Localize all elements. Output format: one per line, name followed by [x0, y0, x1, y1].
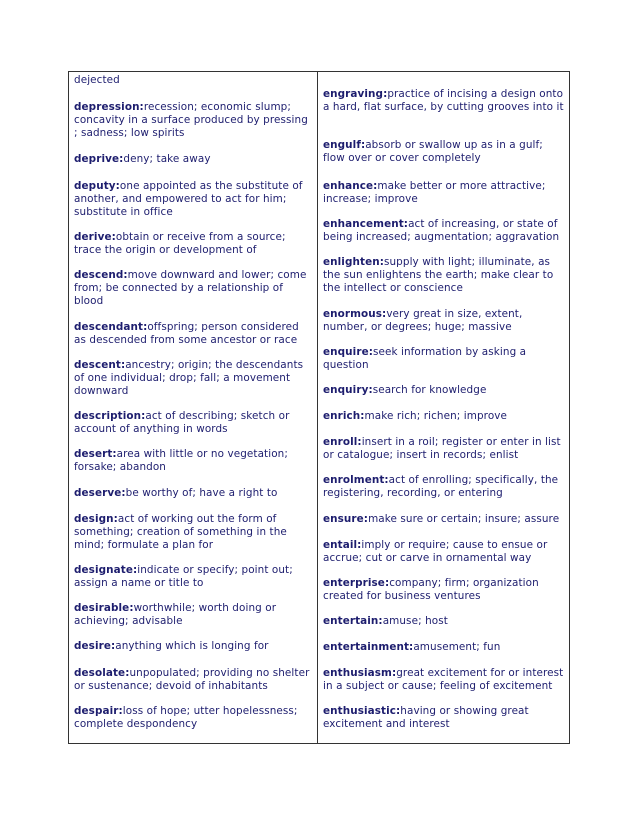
vocab-entry: descend:move downward and lower; come from; be connected by a relationship of blood	[74, 269, 307, 307]
vocab-entry: ensure:make sure or certain; insure; assure	[323, 513, 560, 525]
vocab-entry: descendant:offspring; person considered as descended from some ancestor or race	[74, 321, 299, 346]
vocab-entry: designate:indicate or specify; point out; assign a name or title to	[74, 564, 293, 589]
vocab-entry: desire:anything which is longing for	[74, 640, 269, 652]
vocab-entry: enrolment:act of enrolling; specifically, the registering, recording, or entering	[323, 474, 559, 499]
vocab-entry: enhancement:act of increasing, or state of being increased; augmentation; aggravation	[323, 218, 560, 243]
vocab-entry: enquire:seek information by asking a question	[323, 346, 527, 371]
vocab-entry: entail:imply or require; cause to ensue or accrue; cut or carve in ornamental way	[323, 539, 548, 564]
vocab-entry: depression:recession; economic slump; concavity in a surface produced by pressing ; sadness; low spirits	[74, 101, 308, 139]
vocab-entry: enormous:very great in size, extent, number, or degrees; huge; massive	[323, 308, 523, 333]
right-column	[318, 72, 569, 743]
vocab-entry: enhance:make better or more attractive; increase; improve	[323, 180, 546, 205]
vocab-entry: deserve:be worthy of; have a right to	[74, 487, 278, 499]
vocab-entry: enquiry:search for knowledge	[323, 384, 487, 396]
vocab-entry: despair:loss of hope; utter hopelessness; complete despondency	[74, 705, 298, 730]
left-column	[69, 72, 318, 743]
vocab-entry: enroll:insert in a roil; register or enter in list or catalogue; insert in records; enlist	[323, 436, 561, 461]
vocabulary-table	[68, 71, 570, 744]
vocab-entry: enthusiasm:great excitement for or interest in a subject or cause; feeling of excitement	[323, 667, 564, 692]
vocab-entry: dejected	[74, 74, 120, 86]
vocab-entry: deputy:one appointed as the substitute of another, and empowered to act for him; substitute in office	[74, 180, 303, 218]
vocab-entry: enthusiastic:having or showing great excitement and interest	[323, 705, 529, 730]
vocab-entry: entertainment:amusement; fun	[323, 641, 501, 653]
vocab-entry: desirable:worthwhile; worth doing or achieving; advisable	[74, 602, 277, 627]
vocab-entry: desert:area with little or no vegetation; forsake; abandon	[74, 448, 288, 473]
vocab-entry: description:act of describing; sketch or account of anything in words	[74, 410, 290, 435]
vocab-entry: enlighten:supply with light; illuminate, as the sun enlightens the earth; make clear to the intellect or conscience	[323, 256, 554, 294]
vocab-entry: desolate:unpopulated; providing no shelter or sustenance; devoid of inhabitants	[74, 667, 310, 692]
vocab-entry: enterprise:company; firm; organization created for business ventures	[323, 577, 539, 602]
vocab-entry: design:act of working out the form of something; creation of something in the mind; formulate a plan for	[74, 513, 287, 551]
vocab-entry: deprive:deny; take away	[74, 153, 211, 165]
vocab-entry: derive:obtain or receive from a source; trace the origin or development of	[74, 231, 286, 256]
vocab-entry: engulf:absorb or swallow up as in a gulf; flow over or cover completely	[323, 139, 543, 164]
vocab-entry: enrich:make rich; richen; improve	[323, 410, 508, 422]
vocab-entry: descent:ancestry; origin; the descendants of one individual; drop; fall; a movement downward	[74, 359, 304, 397]
vocab-entry: engraving:practice of incising a design onto a hard, flat surface, by cutting grooves into it	[323, 88, 564, 113]
vocab-entry: entertain:amuse; host	[323, 615, 448, 627]
